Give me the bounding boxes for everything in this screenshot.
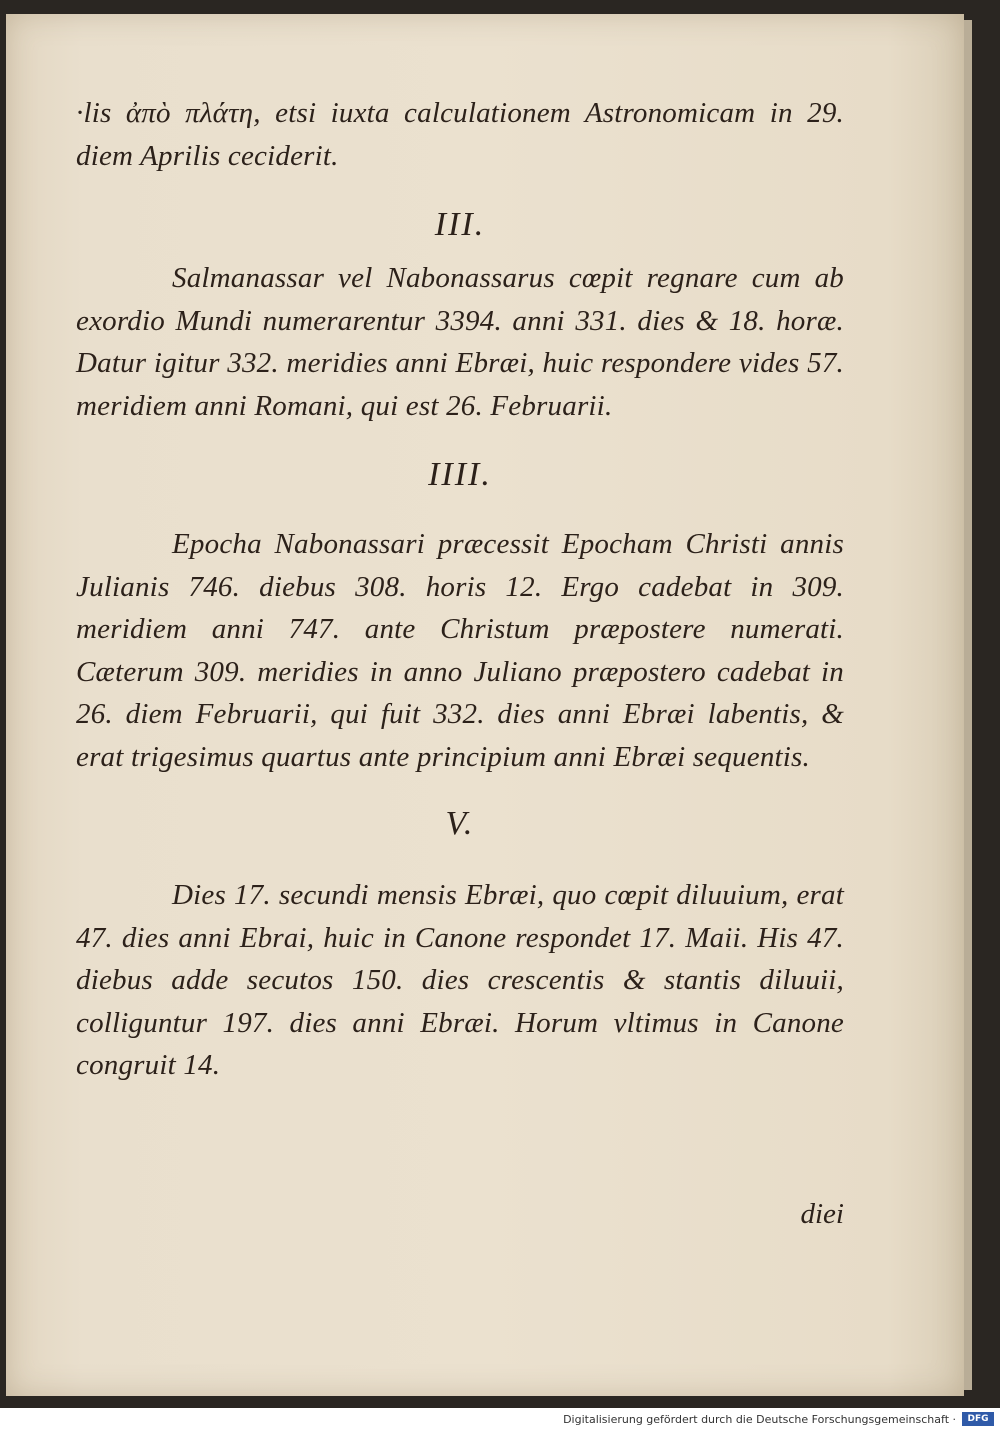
paragraph-4: Epocha Nabonassari præcessit Epocham Christi annis Julianis 746. diebus 308. horis 12. Ergo cadebat in 309. meridiem anni 747. ante Christum præpostere numerati. Cæterum 309. meridies in anno Juliano præpostero cadebat in 26. diem Februarii, qui fuit 332. dies anni Ebræi labentis, & erat trigesimus quartus ante principium anni Ebræi sequentis. <box>76 528 844 773</box>
footer-credit: Digitalisierung gefördert durch die Deutsche Forschungsgemeinschaft · <box>563 1413 956 1426</box>
page-edge <box>964 20 972 1390</box>
paragraph-5: Dies 17. secundi mensis Ebræi, quo cœpit diluuium, erat 47. dies anni Ebrai, huic in Canone respondet 17. Maii. His 47. diebus adde secutos 150. dies crescentis & stantis diluuii, colliguntur 197. dies anni Ebræi. Horum vltimus in Canone congruit 14. <box>76 879 844 1081</box>
section-heading-5: V. <box>445 805 475 842</box>
paragraph-3: Salmanassar vel Nabonassarus cœpit regnare cum ab exordio Mundi numerarentur 3394. anni 331. dies & 18. horæ. Datur igitur 332. meridies anni Ebræi, huic respondere vides 57. meridiem anni Romani, qui est 26. Februarii. <box>76 262 844 422</box>
section-heading-3: III. <box>434 206 486 243</box>
page-text <box>76 92 844 1087</box>
paragraph-continuation: ·lis ἀπὸ πλάτη, etsi iuxta calculationem Astronomicam in 29. diem Aprilis ceciderit. <box>76 97 844 172</box>
catchword: diei <box>800 1198 844 1230</box>
dfg-logo: DFG <box>962 1412 994 1426</box>
section-heading-4: IIII. <box>428 456 492 493</box>
